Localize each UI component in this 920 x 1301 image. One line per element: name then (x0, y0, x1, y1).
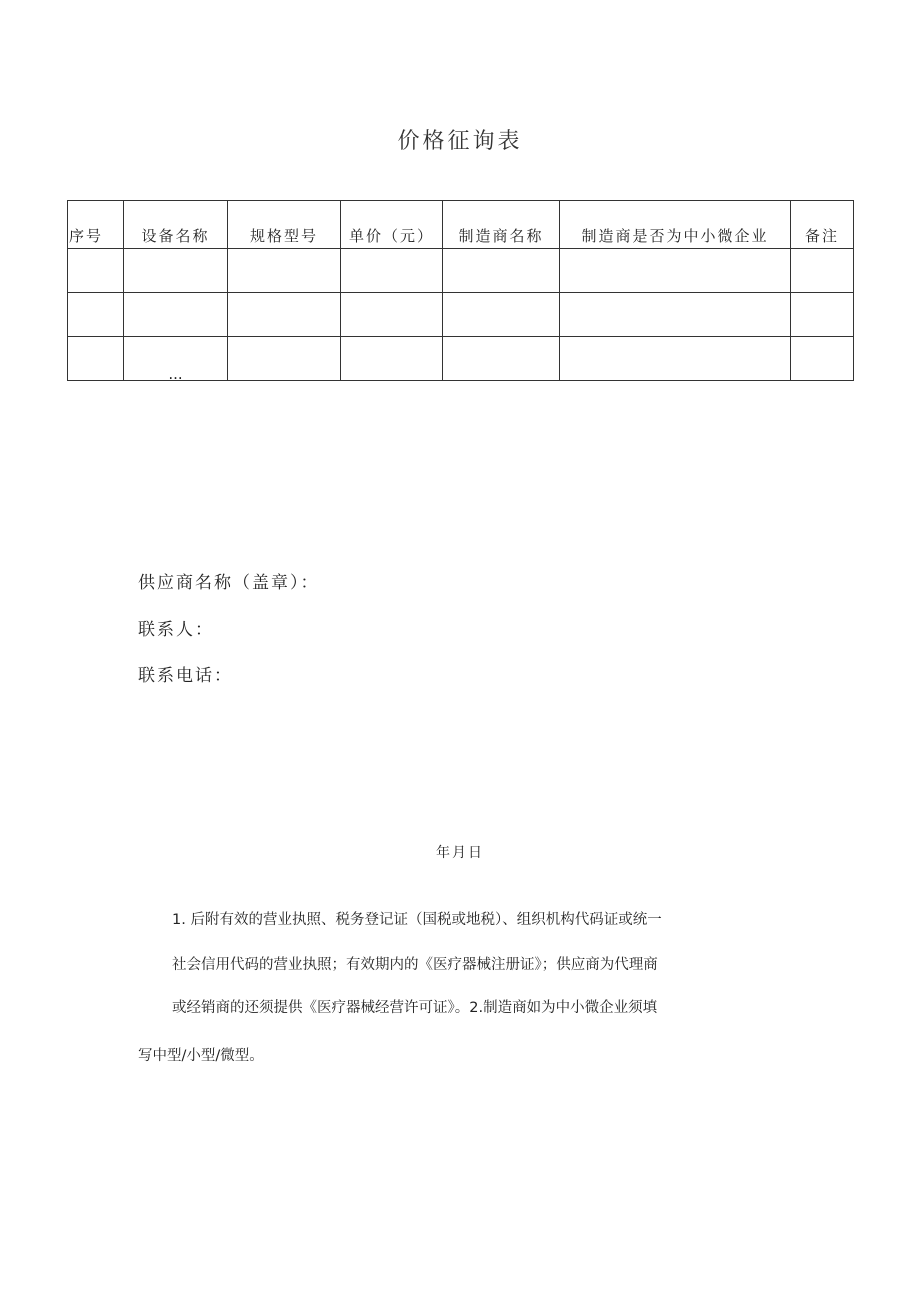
price-inquiry-table (67, 200, 854, 381)
table-cell[interactable] (228, 293, 341, 337)
header-unit-price: 单价（元） (341, 201, 443, 249)
table-cell[interactable] (560, 293, 791, 337)
supplier-name-label: 供应商名称（盖章）： (138, 573, 320, 593)
table-cell[interactable] (560, 249, 791, 293)
table-cell[interactable] (791, 337, 854, 381)
header-specification-model: 规格型号 (228, 201, 341, 249)
contact-phone-label: 联系电话： (138, 666, 233, 686)
table-cell[interactable] (341, 249, 443, 293)
table-row (68, 249, 854, 293)
table-cell[interactable] (68, 337, 124, 381)
table-cell[interactable] (791, 293, 854, 337)
table-cell[interactable] (68, 293, 124, 337)
table-cell[interactable] (228, 337, 341, 381)
table-row (68, 337, 854, 381)
note-line-4: 写中型/小型/微型。 (138, 1048, 264, 1064)
note-line-1: 1. 后附有效的营业执照、税务登记证（国税或地税）、组织机构代码证或统一 (172, 912, 662, 928)
table-cell[interactable] (443, 249, 560, 293)
table-row (68, 293, 854, 337)
header-device-name: 设备名称 (124, 201, 228, 249)
table-cell[interactable] (228, 249, 341, 293)
table-cell[interactable] (68, 249, 124, 293)
table-cell[interactable] (341, 293, 443, 337)
table-cell[interactable] (443, 337, 560, 381)
table-cell[interactable] (341, 337, 443, 381)
header-manufacturer-name: 制造商名称 (443, 201, 560, 249)
table-cell[interactable] (124, 249, 228, 293)
table-cell[interactable] (443, 293, 560, 337)
contact-person-label: 联系人： (138, 620, 214, 640)
header-serial-number: 序号 (68, 201, 124, 249)
note-line-2: 社会信用代码的营业执照；有效期内的《医疗器械注册证》；供应商为代理商 (172, 957, 658, 973)
header-is-sme: 制造商是否为中小微企业 (560, 201, 791, 249)
table-cell[interactable] (560, 337, 791, 381)
ellipsis-cell: ... (124, 337, 228, 381)
date-line: 年月日 (436, 845, 484, 861)
note-line-3: 或经销商的还须提供《医疗器械经营许可证》。2.制造商如为中小微企业须填 (172, 1000, 658, 1016)
page-title: 价格征询表 (397, 129, 523, 154)
table-header-row (68, 201, 854, 249)
header-remarks: 备注 (791, 201, 854, 249)
table-cell[interactable] (124, 293, 228, 337)
table-cell[interactable] (791, 249, 854, 293)
